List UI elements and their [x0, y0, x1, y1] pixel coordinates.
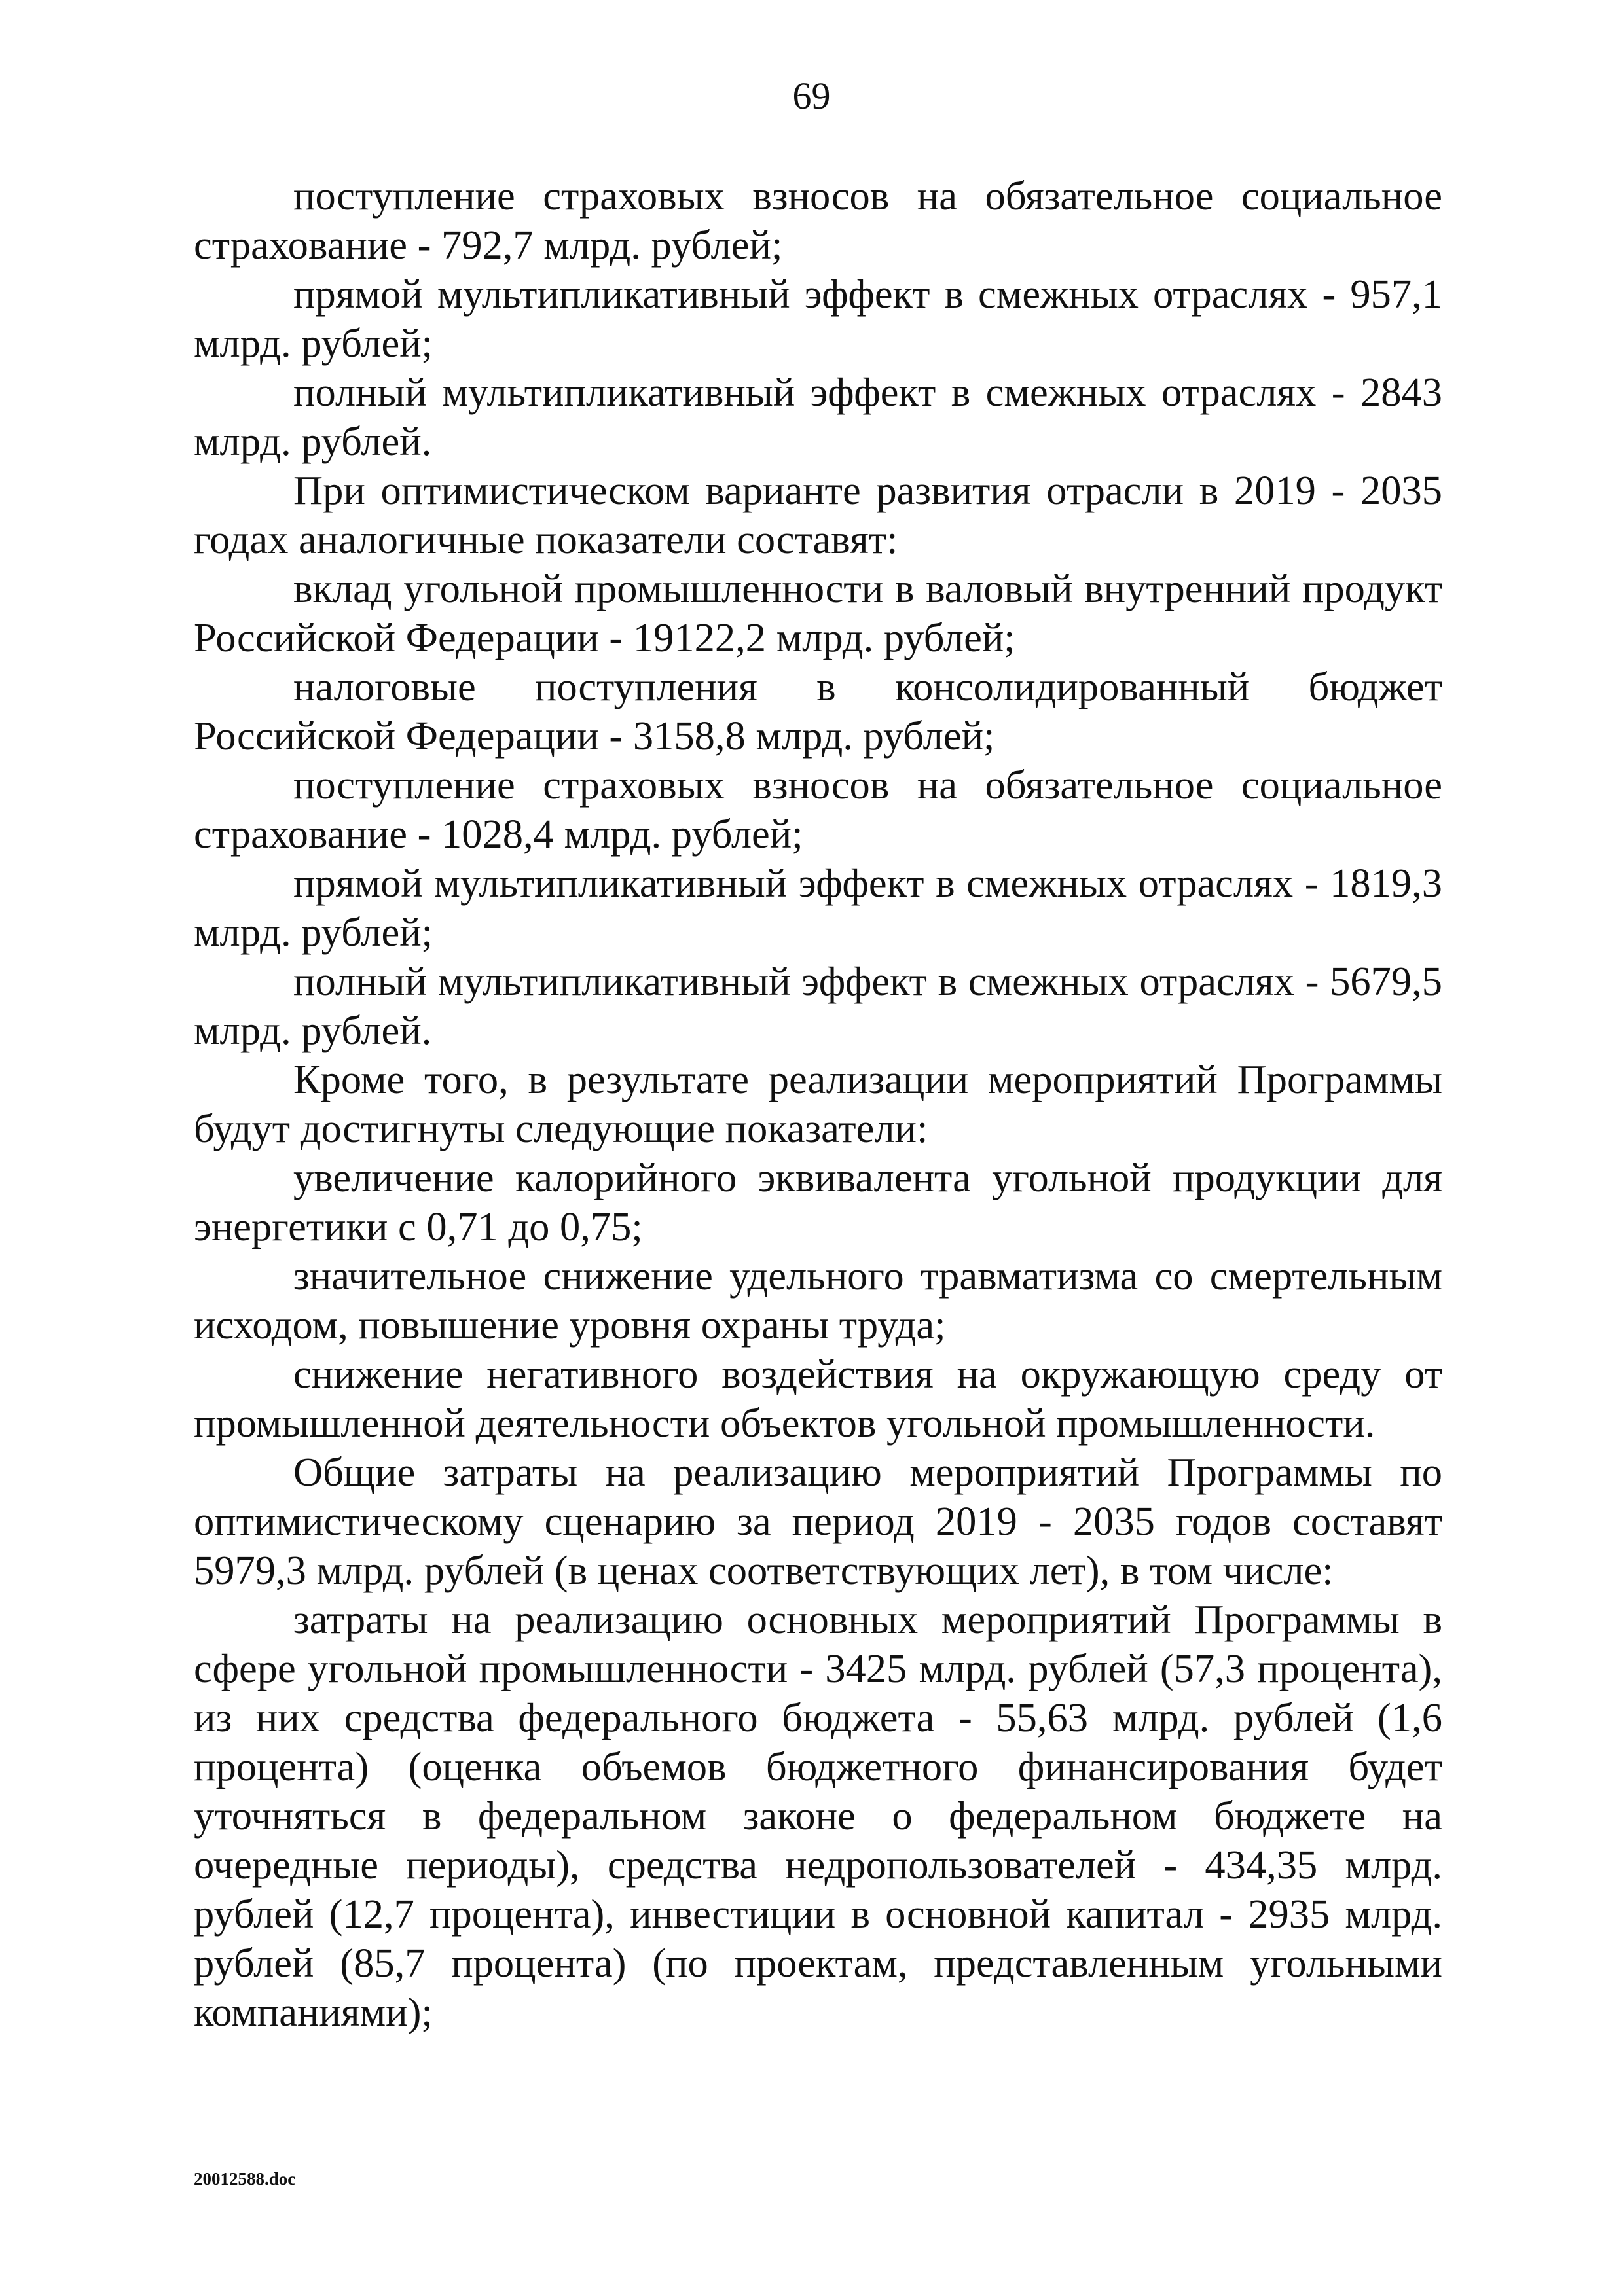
paragraph-environmental-impact: снижение негативного воздействия на окружающую среду от промышленной деятельности объектов угольной промышленности. [194, 1351, 1442, 1446]
paragraph-insurance-contributions-base: поступление страховых взносов на обязательное социальное страхование - 792,7 млрд. рублей; [194, 173, 1442, 268]
paragraph-direct-multiplier-base: прямой мультипликативный эффект в смежных отраслях - 957,1 млрд. рублей; [194, 271, 1442, 366]
footer-filename: 20012588.doc [194, 2169, 296, 2189]
page-number: 69 [792, 75, 831, 117]
paragraph-full-multiplier-optimistic: полный мультипликативный эффект в смежных отраслях - 5679,5 млрд. рублей. [194, 958, 1442, 1053]
paragraph-gdp-contribution: вклад угольной промышленности в валовый внутренний продукт Российской Федерации - 19122,2 млрд. рублей; [194, 565, 1442, 660]
paragraph-total-costs: Общие затраты на реализацию мероприятий Программы по оптимистическому сценарию за период 2019 - 2035 годов составят 5979,3 млрд. рублей (в ценах соответствующих лет), в том числе: [194, 1449, 1442, 1593]
paragraph-full-multiplier-base: полный мультипликативный эффект в смежных отраслях - 2843 млрд. рублей. [194, 369, 1442, 464]
paragraph-indicators-intro: Кроме того, в результате реализации мероприятий Программы будут достигнуты следующие показатели: [194, 1056, 1442, 1151]
paragraph-insurance-contributions-optimistic: поступление страховых взносов на обязательное социальное страхование - 1028,4 млрд. рублей; [194, 762, 1442, 857]
paragraph-tax-revenue: налоговые поступления в консолидированный бюджет Российской Федерации - 3158,8 млрд. рублей; [194, 664, 1442, 759]
paragraph-injury-reduction: значительное снижение удельного травматизма со смертельным исходом, повышение уровня охраны труда; [194, 1253, 1442, 1348]
paragraph-direct-multiplier-optimistic: прямой мультипликативный эффект в смежных отраслях - 1819,3 млрд. рублей; [194, 860, 1442, 955]
paragraph-calorific-equivalent: увеличение калорийного эквивалента угольной продукции для энергетики с 0,71 до 0,75; [194, 1155, 1442, 1249]
document-body [194, 171, 1442, 2037]
paragraph-optimistic-intro: При оптимистическом варианте развития отрасли в 2019 - 2035 годах аналогичные показатели составят: [194, 467, 1442, 562]
paragraph-cost-breakdown: затраты на реализацию основных мероприятий Программы в сфере угольной промышленности - 3425 млрд. рублей (57,3 процента), из них средства федерального бюджета - 55,63 млрд. рублей (1,6 процента) (оценка объемов бюджетного финансирования будет уточняться в федеральном законе о федеральном бюджете на очередные периоды), средства недропользователей - 434,35 млрд. рублей (12,7 процента), инвестиции в основной капитал - 2935 млрд. рублей (85,7 процента) (по проектам, представленным угольными компаниями); [194, 1596, 1442, 2035]
